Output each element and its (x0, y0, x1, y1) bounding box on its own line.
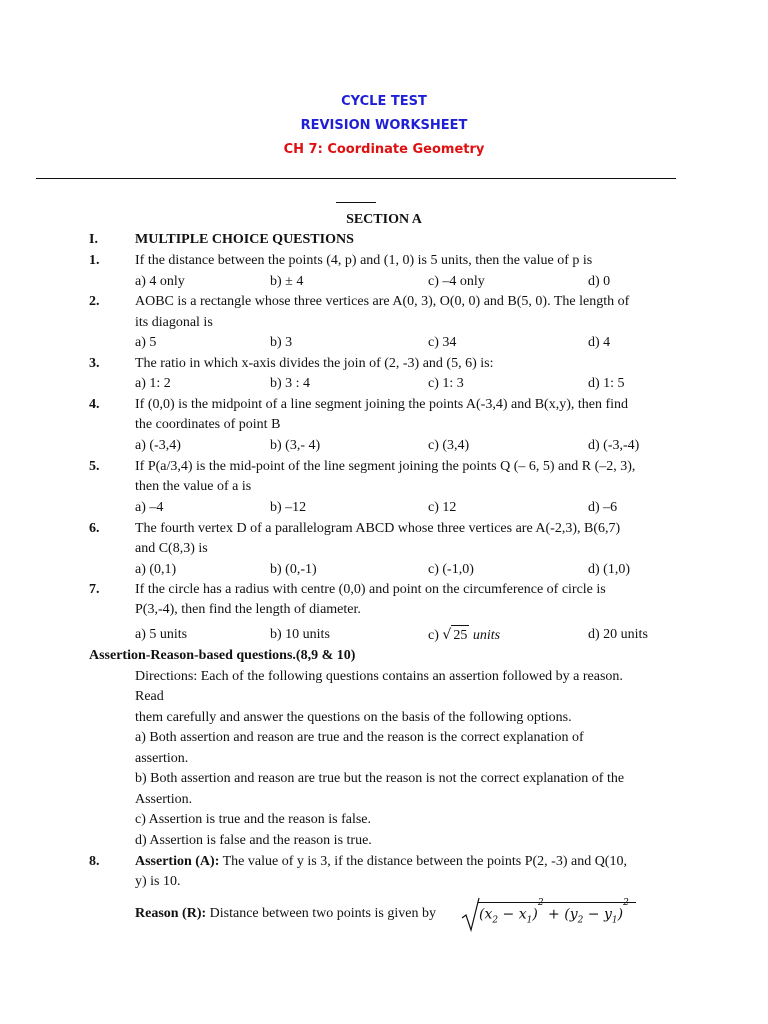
option-c: c) 34 (428, 335, 457, 350)
question-number: 1. (89, 253, 100, 268)
option-b: b) 10 units (270, 627, 330, 642)
question-text-cont: then the value of a is (135, 479, 252, 494)
sqrt-symbol: √ (442, 627, 452, 643)
question-text: AOBC is a rectangle whose three vertices are A(0, 3), O(0, 0) and B(5, 0). The length of (135, 294, 630, 309)
question-text-cont: and C(8,3) is (135, 541, 208, 556)
question-text: If the circle has a radius with centre (0,0) and point on the circumference of circle is (135, 582, 606, 597)
directions-line: assertion. (135, 751, 189, 766)
option-c: c) (-1,0) (428, 562, 474, 577)
option-c: c) (3,4) (428, 438, 470, 453)
assertion-line (135, 852, 627, 872)
option-d: d) 1: 5 (588, 376, 625, 391)
option-d: d) 4 (588, 335, 611, 350)
directions-line: c) Assertion is true and the reason is false. (135, 812, 371, 827)
directions-line: b) Both assertion and reason are true but the reason is not the correct explanation of the (135, 771, 625, 786)
reason-label: Reason (R): (135, 906, 207, 921)
option-d: d) (-3,-4) (588, 438, 640, 453)
title-chapter: CH 7: Coordinate Geometry (283, 142, 485, 157)
option-a: a) (0,1) (135, 562, 177, 577)
question-text: If the distance between the points (4, p) and (1, 0) is 5 units, then the value of p is (135, 253, 593, 268)
question-number: 3. (89, 356, 100, 371)
option-a: a) 5 (135, 335, 157, 350)
question-text-cont: its diagonal is (135, 315, 213, 330)
option-b: b) (3,- 4) (270, 438, 321, 453)
question-text: The fourth vertex D of a parallelogram ABCD whose three vertices are A(-2,3), B(6,7) (135, 521, 621, 536)
question-text-cont: P(3,-4), then find the length of diameter. (135, 602, 361, 617)
question-text: The ratio in which x-axis divides the join of (2, -3) and (5, 6) is: (135, 356, 494, 371)
option-c: c) 1: 3 (428, 376, 464, 391)
option-b: b) –12 (270, 500, 307, 515)
question-number: 7. (89, 582, 100, 597)
question-text-cont: the coordinates of point B (135, 417, 281, 432)
option-a: a) 4 only (135, 274, 185, 289)
divider-line (36, 178, 676, 179)
option-d: d) 20 units (588, 627, 648, 642)
assertion-text-cont: y) is 10. (135, 874, 181, 889)
directions-line: Assertion. (135, 792, 193, 807)
option-c-unit: units (469, 628, 501, 643)
title-revision-worksheet: REVISION WORKSHEET (300, 118, 468, 133)
distance-formula: $(x_2 - x_1)^2 + (y_2 - y_1)^2$ (479, 898, 629, 926)
section-subtitle: MULTIPLE CHOICE QUESTIONS (135, 232, 354, 247)
option-b: b) 3 (270, 335, 293, 350)
question-number: 6. (89, 521, 100, 536)
option-c: c) –4 only (428, 274, 485, 289)
radical-bar (478, 902, 636, 903)
option-a: a) (-3,4) (135, 438, 181, 453)
section-title: SECTION A (346, 212, 422, 227)
option-d: d) (1,0) (588, 562, 630, 577)
directions-line: them carefully and answer the questions on the basis of the following options. (135, 710, 572, 725)
assertion-text: The value of y is 3, if the distance between the points P(2, -3) and Q(10, (219, 854, 627, 869)
option-a: a) 1: 2 (135, 376, 171, 391)
option-b: b) 3 : 4 (270, 376, 311, 391)
option-a: a) –4 (135, 500, 164, 515)
option-b: b) (0,-1) (270, 562, 317, 577)
directions-line: Directions: Each of the following questions contains an assertion followed by a reason. (135, 669, 623, 684)
option-c (428, 625, 500, 646)
directions-line: d) Assertion is false and the reason is true. (135, 833, 372, 848)
option-c: c) 12 (428, 500, 457, 515)
title-cycle-test: CYCLE TEST (341, 94, 427, 109)
reason-text: Distance between two points is given by (206, 906, 436, 921)
divider-line-short (336, 202, 376, 203)
option-d: d) –6 (588, 500, 618, 515)
assertion-label: Assertion (A): (135, 854, 220, 869)
question-number: 2. (89, 294, 100, 309)
question-number: 4. (89, 397, 100, 412)
question-text: If (0,0) is the midpoint of a line segment joining the points A(-3,4) and B(x,y), then find (135, 397, 629, 412)
option-d: d) 0 (588, 274, 611, 289)
option-b: b) ± 4 (270, 274, 304, 289)
option-a: a) 5 units (135, 627, 188, 642)
option-c-prefix: c) (428, 628, 443, 643)
directions-line: Read (135, 689, 164, 704)
directions-line: a) Both assertion and reason are true and the reason is the correct explanation of (135, 730, 584, 745)
reason-line (135, 904, 436, 924)
question-number: 5. (89, 459, 100, 474)
sqrt-radicand: 25 (451, 625, 469, 646)
question-text: If P(a/3,4) is the mid-point of the line segment joining the points Q (– 6, 5) and R (–2, 3), (135, 459, 636, 474)
question-number: 8. (89, 854, 100, 869)
assertion-reason-heading: Assertion-Reason-based questions.(8,9 & 10) (89, 648, 356, 663)
section-roman: I. (89, 232, 98, 247)
